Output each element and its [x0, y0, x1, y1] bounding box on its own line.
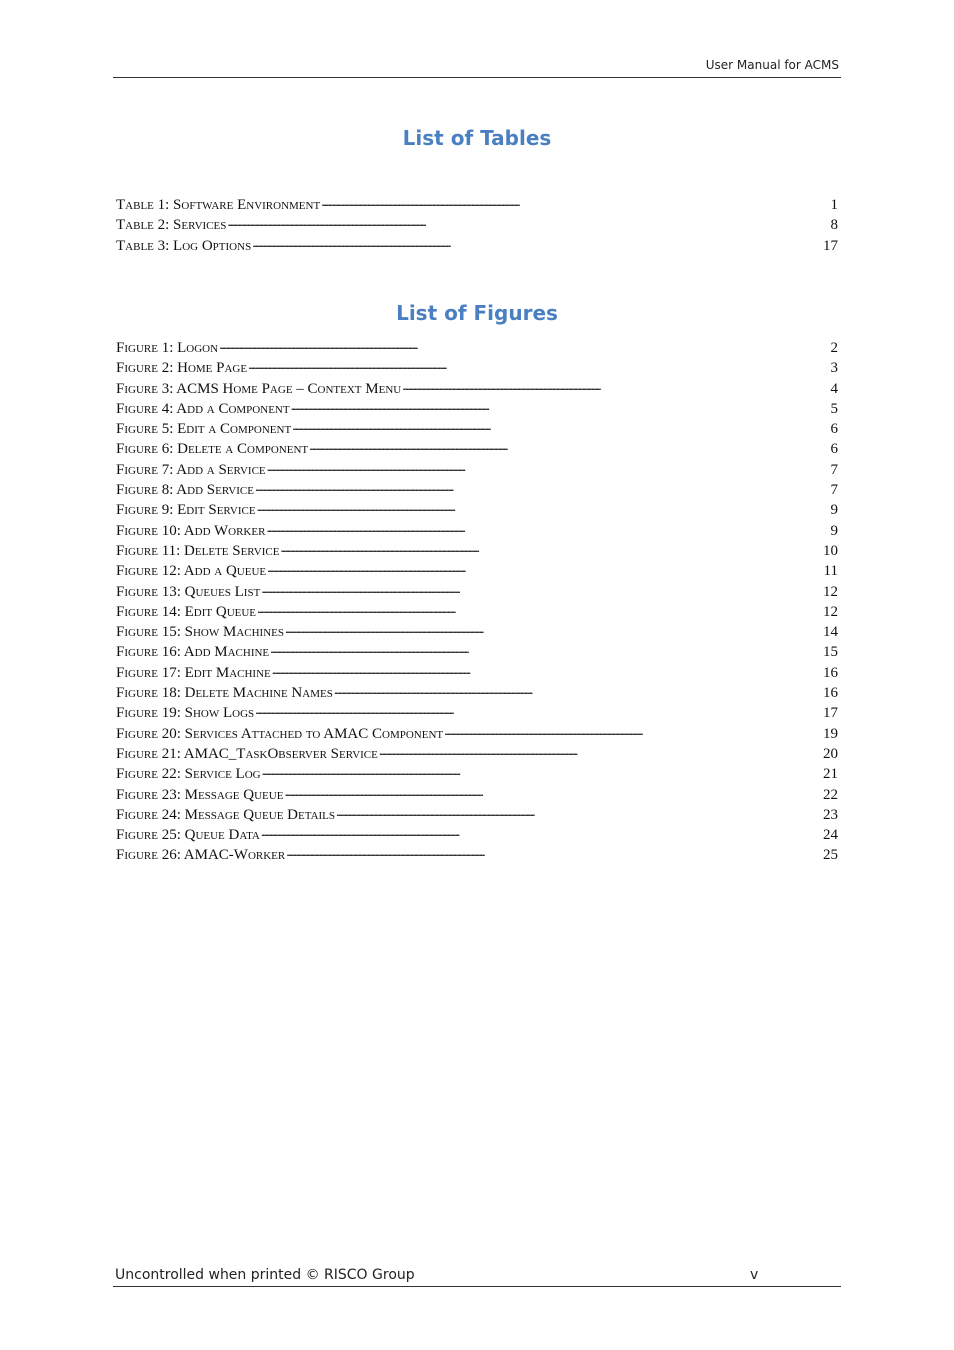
- figure-entry-page: 25: [823, 847, 838, 864]
- list-of-tables: [116, 195, 838, 256]
- list-of-figures: [116, 338, 838, 866]
- table-entry[interactable]: [116, 195, 838, 215]
- dot-leader: [291, 399, 830, 413]
- figure-entry-label: Figure 15: Show Machines: [116, 624, 284, 641]
- dot-leader: [379, 744, 822, 758]
- figure-entry[interactable]: [116, 399, 838, 419]
- figure-entry[interactable]: [116, 379, 838, 399]
- figure-entry-label: Figure 3: ACMS Home Page – Context Menu: [116, 380, 402, 397]
- figure-entry[interactable]: [116, 825, 838, 845]
- dot-leader: [255, 480, 830, 494]
- figure-entry[interactable]: [116, 785, 838, 805]
- figure-entry-label: Figure 6: Delete a Component: [116, 441, 309, 458]
- figure-entry-label: Figure 19: Show Logs: [116, 705, 255, 722]
- figure-entry-label: Figure 2: Home Page: [116, 360, 248, 377]
- table-entry-page: 17: [823, 237, 838, 254]
- dot-leader: [334, 683, 822, 697]
- footer-page-number: v: [750, 1267, 759, 1283]
- figure-entry-label: Figure 23: Message Queue: [116, 786, 284, 803]
- figure-entry-page: 7: [830, 482, 838, 499]
- figure-entry-page: 11: [823, 563, 838, 580]
- table-entry-label: Table 1: Software Environment: [116, 197, 321, 213]
- figure-entry-label: Figure 12: Add a Queue: [116, 563, 267, 580]
- figure-entry[interactable]: [116, 724, 838, 744]
- figure-entry-label: Figure 11: Delete Service: [116, 542, 280, 559]
- footer-rule: [113, 1286, 841, 1287]
- figure-entry-label: Figure 10: Add Worker: [116, 522, 266, 539]
- dot-leader: [285, 622, 822, 636]
- figure-entry-page: 21: [823, 766, 838, 783]
- figure-entry-page: 23: [823, 806, 838, 823]
- dot-leader: [270, 642, 822, 656]
- figure-entry-page: 3: [830, 360, 838, 377]
- figure-entry-label: Figure 24: Message Queue Details: [116, 806, 336, 823]
- dot-leader: [272, 663, 822, 677]
- figure-entry[interactable]: [116, 358, 838, 378]
- figure-entry-page: 5: [830, 400, 838, 417]
- figure-entry[interactable]: [116, 845, 838, 865]
- header-rule: [113, 77, 841, 78]
- figure-entry-page: 6: [830, 441, 838, 458]
- figure-entry-label: Figure 25: Queue Data: [116, 827, 260, 844]
- figure-entry-page: 7: [830, 461, 838, 478]
- figure-entry[interactable]: [116, 703, 838, 723]
- dot-leader: [261, 825, 822, 839]
- dot-leader: [292, 419, 829, 433]
- dot-leader: [402, 379, 829, 393]
- figure-entry[interactable]: [116, 744, 838, 764]
- figure-entry-page: 4: [830, 380, 838, 397]
- figure-entry-page: 14: [823, 624, 838, 641]
- figure-entry[interactable]: [116, 419, 838, 439]
- figure-entry-label: Figure 21: AMAC_TaskObserver Service: [116, 745, 378, 762]
- figure-entry-page: 2: [830, 340, 838, 356]
- figure-entry-label: Figure 20: Services Attached to AMAC Component: [116, 725, 444, 742]
- figure-entry[interactable]: [116, 521, 838, 541]
- figure-entry[interactable]: [116, 582, 838, 602]
- figure-entry-label: Figure 4: Add a Component: [116, 400, 290, 417]
- dot-leader: [261, 582, 822, 596]
- dot-leader: [219, 338, 829, 352]
- figure-entry-page: 12: [823, 583, 838, 600]
- dot-leader: [248, 358, 829, 372]
- figure-entry-label: Figure 1: Logon: [116, 340, 219, 356]
- figure-entry-label: Figure 13: Queues List: [116, 583, 261, 600]
- table-entry-label: Table 3: Log Options: [116, 237, 252, 254]
- dot-leader: [284, 785, 822, 799]
- figure-entry-page: 16: [823, 685, 838, 702]
- table-entry-page: 1: [830, 197, 838, 213]
- figure-entry-label: Figure 9: Edit Service: [116, 502, 256, 519]
- figure-entry-label: Figure 5: Edit a Component: [116, 421, 292, 438]
- page-header-text: User Manual for ACMS: [705, 58, 839, 72]
- figure-entry-label: Figure 7: Add a Service: [116, 461, 266, 478]
- dot-leader: [252, 236, 822, 250]
- figure-entry[interactable]: [116, 622, 838, 642]
- figure-entry-page: 17: [823, 705, 838, 722]
- figure-entry[interactable]: [116, 602, 838, 622]
- figure-entry[interactable]: [116, 764, 838, 784]
- figure-entry-page: 12: [823, 603, 838, 620]
- dot-leader: [257, 602, 822, 616]
- figure-entry[interactable]: [116, 663, 838, 683]
- figure-entry[interactable]: [116, 683, 838, 703]
- dot-leader: [280, 541, 822, 555]
- table-entry[interactable]: [116, 215, 838, 235]
- footer-text: Uncontrolled when printed © RISCO Group: [115, 1267, 415, 1283]
- dot-leader: [286, 845, 822, 859]
- dot-leader: [267, 460, 830, 474]
- figure-entry-page: 16: [823, 664, 838, 681]
- figure-entry-label: Figure 14: Edit Queue: [116, 603, 257, 620]
- table-entry-label: Table 2: Services: [116, 217, 227, 234]
- dot-leader: [336, 805, 822, 819]
- dot-leader: [321, 195, 829, 209]
- dot-leader: [257, 500, 830, 514]
- figure-entry-label: Figure 16: Add Machine: [116, 644, 270, 661]
- dot-leader: [267, 561, 822, 575]
- figure-entry-page: 9: [830, 522, 838, 539]
- list-of-tables-title: List of Tables: [402, 126, 552, 150]
- figure-entry-label: Figure 22: Service Log: [116, 766, 261, 783]
- dot-leader: [227, 215, 829, 229]
- figure-entry-label: Figure 17: Edit Machine: [116, 664, 271, 681]
- table-entry-page: 8: [830, 217, 838, 234]
- figure-entry[interactable]: [116, 338, 838, 358]
- figure-entry-page: 9: [830, 502, 838, 519]
- figure-entry-page: 15: [823, 644, 838, 661]
- figure-entry[interactable]: [116, 561, 838, 581]
- figure-entry[interactable]: [116, 642, 838, 662]
- figure-entry[interactable]: [116, 500, 838, 520]
- table-entry[interactable]: [116, 236, 838, 256]
- figure-entry[interactable]: [116, 439, 838, 459]
- figure-entry-label: Figure 26: AMAC-Worker: [116, 847, 286, 864]
- figure-entry[interactable]: [116, 480, 838, 500]
- dot-leader: [266, 521, 829, 535]
- figure-entry-page: 19: [823, 725, 838, 742]
- figure-entry-label: Figure 8: Add Service: [116, 482, 254, 499]
- figure-entry[interactable]: [116, 805, 838, 825]
- figure-entry-page: 20: [823, 745, 838, 762]
- dot-leader: [444, 724, 822, 738]
- dot-leader: [262, 764, 822, 778]
- figure-entry[interactable]: [116, 460, 838, 480]
- figure-entry-page: 22: [823, 786, 838, 803]
- figure-entry-page: 6: [830, 421, 838, 438]
- figure-entry-label: Figure 18: Delete Machine Names: [116, 685, 333, 702]
- figure-entry-page: 24: [823, 827, 838, 844]
- dot-leader: [255, 703, 822, 717]
- figure-entry-page: 10: [823, 542, 838, 559]
- figure-entry[interactable]: [116, 541, 838, 561]
- dot-leader: [309, 439, 829, 453]
- list-of-figures-title: List of Figures: [396, 301, 558, 325]
